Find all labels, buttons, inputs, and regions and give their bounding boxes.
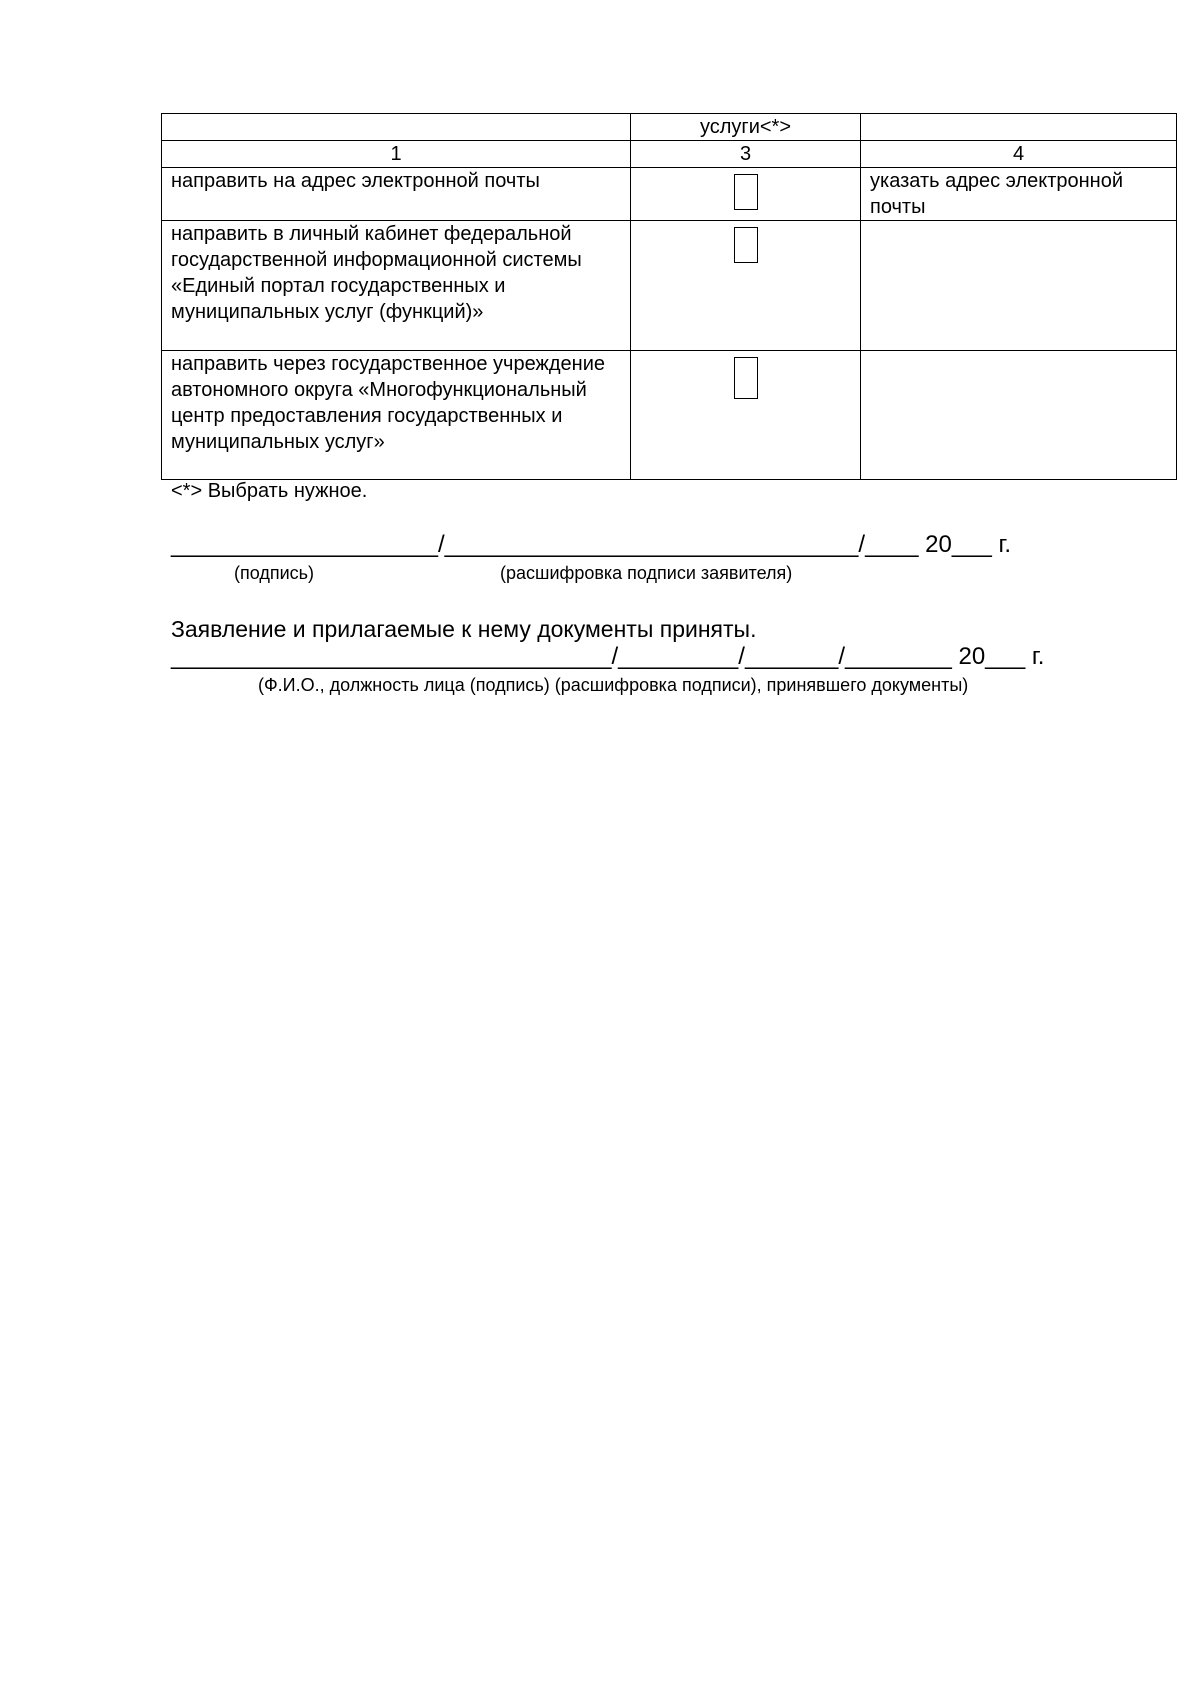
method-portal-label: направить в личный кабинет федеральной государственной информационной системы «Единый портал государственных и муниципальных услуг (функций)» bbox=[162, 221, 631, 351]
acceptance-caption: (Ф.И.О., должность лица (подпись) (расшифровка подписи), принявшего документы) bbox=[258, 675, 969, 695]
mfc-checkbox[interactable] bbox=[734, 357, 758, 399]
method-mfc-label: направить через государственное учреждение автономного округа «Многофункциональный центр предоставления государственных и муниципальных услуг» bbox=[162, 351, 631, 480]
signature-decoding-caption: (расшифровка подписи заявителя) bbox=[500, 563, 793, 583]
checkbox-cell bbox=[631, 221, 861, 351]
column-number-3: 3 bbox=[631, 141, 861, 168]
header-cell-1 bbox=[162, 114, 631, 141]
method-email-label: направить на адрес электронной почты bbox=[162, 168, 631, 221]
checkbox-cell bbox=[631, 351, 861, 480]
method-portal-note bbox=[861, 221, 1177, 351]
acceptance-statement: Заявление и прилагаемые к нему документы приняты. bbox=[171, 616, 757, 642]
signature-caption: (подпись) bbox=[234, 563, 315, 583]
email-checkbox[interactable] bbox=[734, 174, 758, 210]
checkbox-cell bbox=[631, 168, 861, 221]
table-row bbox=[162, 221, 1177, 351]
table-header-row bbox=[162, 114, 1177, 141]
column-number-1: 1 bbox=[162, 141, 631, 168]
column-number-4: 4 bbox=[861, 141, 1177, 168]
acceptance-signature-line: _________________________________/_________/_______/________ 20___ г. bbox=[171, 643, 1045, 670]
table-column-numbers-row bbox=[162, 141, 1177, 168]
header-cell-services: услуги<*> bbox=[631, 114, 861, 141]
method-email-note: указать адрес электронной почты bbox=[861, 168, 1177, 221]
method-mfc-note bbox=[861, 351, 1177, 480]
applicant-signature-line: ____________________/_______________________________/____ 20___ г. bbox=[171, 531, 1012, 558]
delivery-method-table bbox=[161, 113, 1177, 480]
table-row bbox=[162, 168, 1177, 221]
footnote: <*> Выбрать нужное. bbox=[171, 480, 368, 502]
header-cell-3 bbox=[861, 114, 1177, 141]
portal-checkbox[interactable] bbox=[734, 227, 758, 263]
table-row bbox=[162, 351, 1177, 480]
